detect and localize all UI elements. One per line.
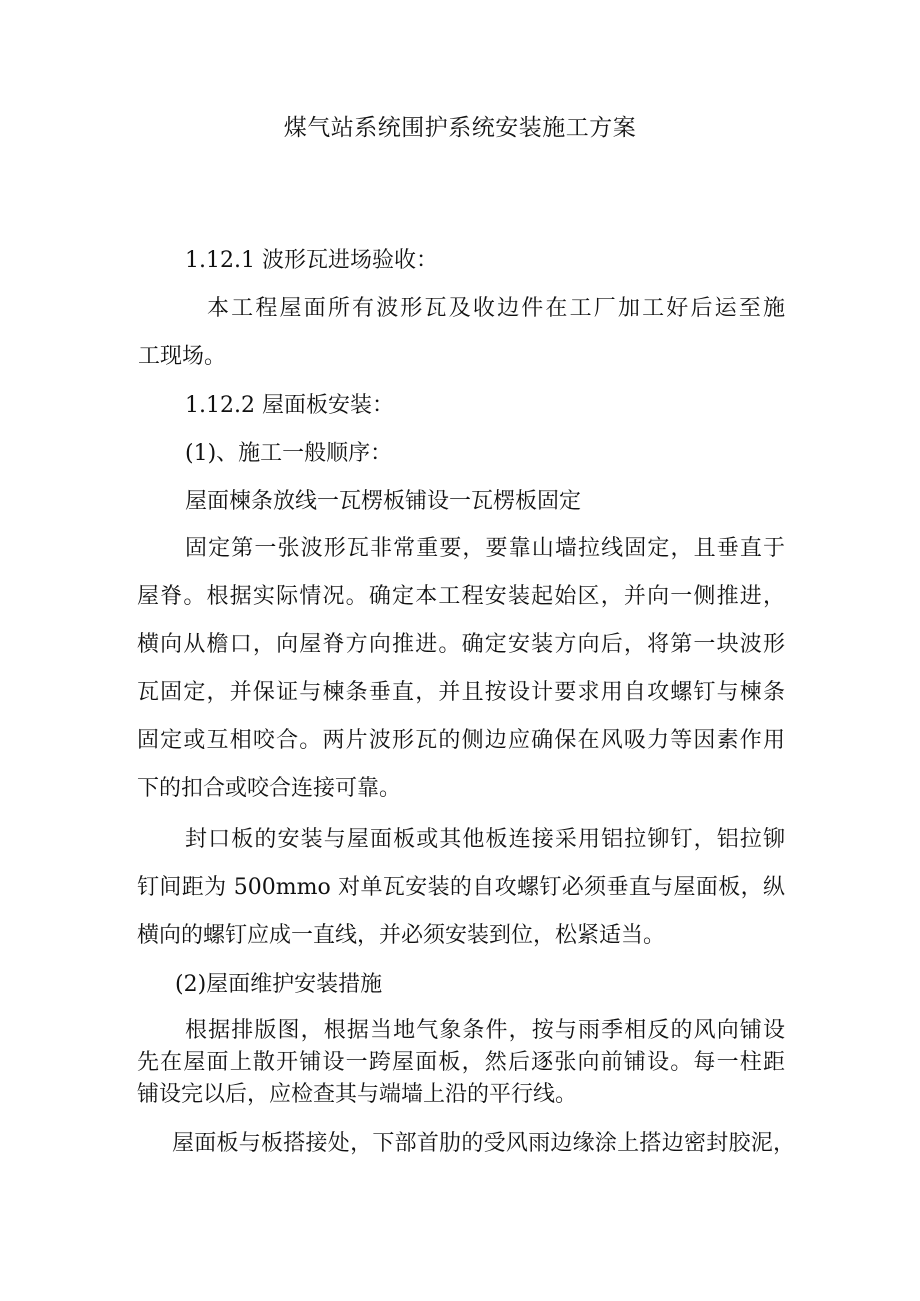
section-heading-1-12-1: 1.12.1 波形瓦进场验收： xyxy=(185,248,438,273)
paragraph-line: 横向的螺钉应成一直线，并必须安装到位，松紧适当。 xyxy=(137,923,666,948)
paragraph-line: 先在屋面上散开铺设一跨屋面板，然后逐张向前铺设。每一柱距 xyxy=(137,1050,785,1075)
paragraph-line: 屋面楝条放线一瓦楞板铺设一瓦楞板固定 xyxy=(185,489,582,514)
subheading-construction-sequence: (1)、施工一般顺序： xyxy=(185,441,393,466)
paragraph-line: 根据排版图，根据当地气象条件，按与雨季相反的风向铺设 xyxy=(185,1018,785,1043)
paragraph-line: 封口板的安装与屋面板或其他板连接采用铝拉铆钉，铝拉铆 xyxy=(185,827,785,852)
document-title: 煤气站系统围护系统安装施工方案 xyxy=(283,115,637,141)
subheading-roof-maintenance-measures: (2)屋面维护安装措施 xyxy=(175,972,383,997)
paragraph-line: 工现场。 xyxy=(138,344,227,369)
paragraph-line: 钉间距为 500mmo 对单瓦安装的自攻螺钉必须垂直与屋面板，纵 xyxy=(137,875,785,900)
paragraph-line: 瓦固定，并保证与楝条垂直，并且按设计要求用自攻螺钉与楝条 xyxy=(137,680,785,705)
paragraph-line: 屋面板与板搭接处，下部首肋的受风雨边缘涂上搭边密封胶泥， xyxy=(172,1131,795,1156)
paragraph-line: 铺设完以后，应检查其与端墙上沿的平行线。 xyxy=(137,1082,578,1107)
paragraph-line: 下的扣合或咬合连接可靠。 xyxy=(137,776,402,801)
paragraph-line: 固定第一张波形瓦非常重要，要靠山墙拉线固定，且垂直于 xyxy=(185,536,785,561)
paragraph-line: 固定或互相咬合。两片波形瓦的侧边应确保在风吸力等因素作用 xyxy=(137,728,785,753)
paragraph-line: 横向从檐口，向屋脊方向推进。确定安装方向后，将第一块波形 xyxy=(137,632,785,657)
paragraph-line: 屋脊。根据实际情况。确定本工程安装起始区，并向一侧推进， xyxy=(137,584,785,609)
paragraph-line: 本工程屋面所有波形瓦及收边件在工厂加工好后运至施 xyxy=(207,296,785,321)
section-heading-1-12-2: 1.12.2 屋面板安装： xyxy=(185,393,394,418)
